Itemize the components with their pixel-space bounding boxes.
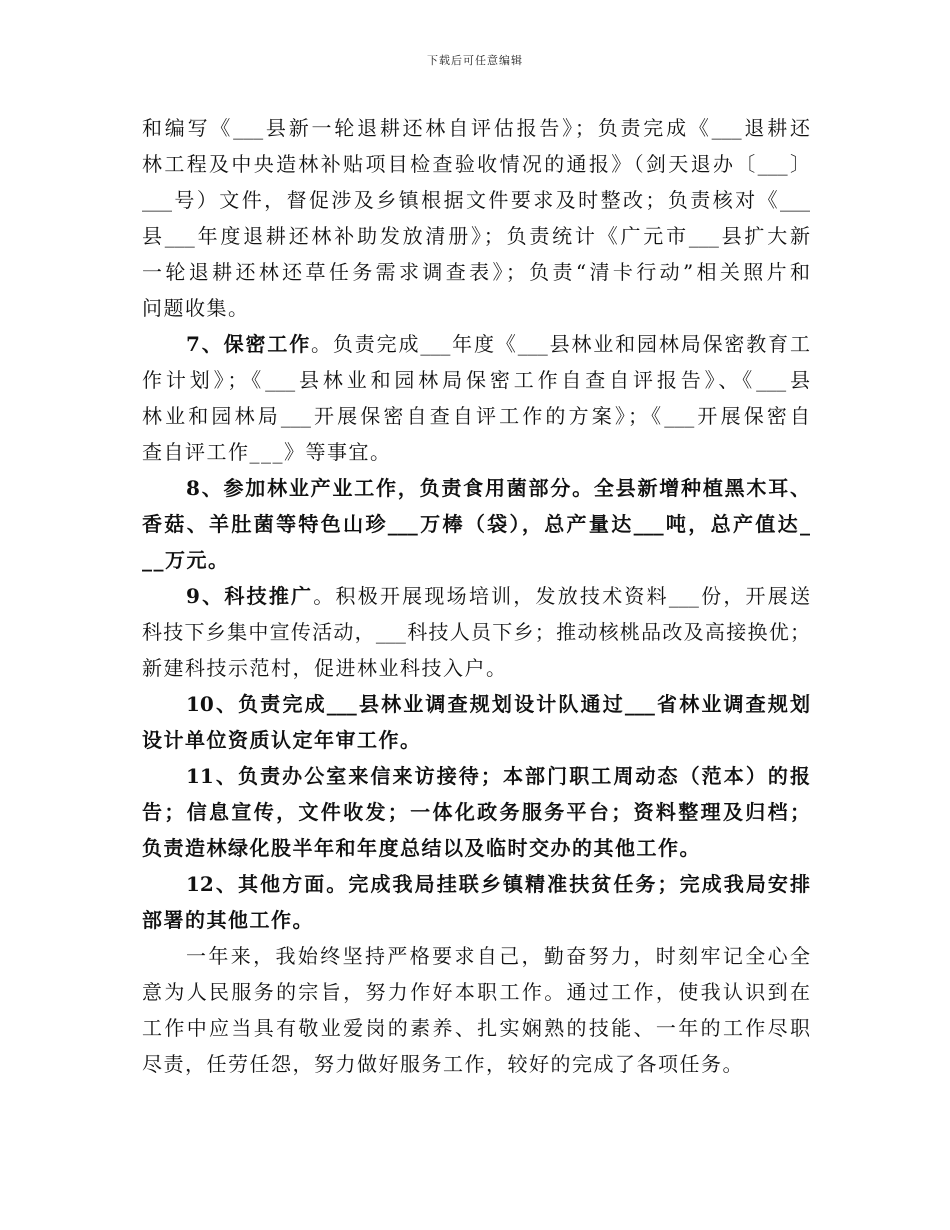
text-line: 意为人民服务的宗旨，努力作好本职工作。通过工作，使我认识到在 xyxy=(142,980,810,1004)
text-line: 查自评工作___》等事宜。 xyxy=(142,440,392,464)
text-line: 和编写《___县新一轮退耕还林自评估报告》；负责完成《___退耕还 xyxy=(142,116,810,140)
text-line: 林业和园林局___开展保密自查自评工作的方案》；《___开展保密自 xyxy=(142,404,810,428)
paragraph xyxy=(142,326,810,470)
text-line xyxy=(142,326,810,362)
text-line xyxy=(142,578,810,614)
text-line: __万元。 xyxy=(142,548,230,572)
text-line: 工作中应当具有敬业爱岗的素养、扎实娴熟的技能、一年的工作尽职 xyxy=(142,1016,810,1040)
paragraph xyxy=(142,866,810,938)
line-text: 。负责完成___年度《___县林业和园林局保密教育工 xyxy=(311,332,810,356)
text-line: ___号）文件，督促涉及乡镇根据文件要求及时整改；负责核对《___ xyxy=(142,188,810,212)
text-line: 新建科技示范村，促进林业科技入户。 xyxy=(142,656,508,680)
paragraph xyxy=(142,758,810,866)
text-line: 11、负责办公室来信来访接待；本部门职工周动态（范本）的报 xyxy=(186,764,810,788)
paragraph xyxy=(142,578,810,686)
text-line: 部署的其他工作。 xyxy=(142,908,314,932)
text-line: 科技下乡集中宣传活动，___科技人员下乡；推动核桃品改及高接换优； xyxy=(142,620,810,644)
document-body xyxy=(142,110,810,1082)
text-line: 8、参加林业产业工作，负责食用菌部分。全县新增种植黑木耳、 xyxy=(186,476,810,500)
text-line: 香菇、羊肚菌等特色山珍___万棒（袋），总产量达___吨，总产值达_ xyxy=(142,512,810,536)
text-line: 10、负责完成___县林业调查规划设计队通过___省林业调查规划 xyxy=(186,692,810,716)
text-line: 告；信息宣传，文件收发；一体化政务服务平台；资料整理及归档； xyxy=(142,800,810,824)
line-text: 。积极开展现场培训，发放技术资料___份，开展送 xyxy=(313,584,811,608)
text-line: 一年来，我始终坚持严格要求自己，勤奋努力，时刻牢记全心全 xyxy=(186,944,810,968)
text-line: 12、其他方面。完成我局挂联乡镇精准扶贫任务；完成我局安排 xyxy=(186,872,810,896)
page-header: 下载后可任意编辑 xyxy=(427,54,523,67)
paragraph xyxy=(142,938,810,1082)
paragraph xyxy=(142,686,810,758)
paragraph-lead: 7、保密工作 xyxy=(186,332,312,356)
text-line: 林工程及中央造林补贴项目检查验收情况的通报》（剑天退办〔___〕 xyxy=(142,152,810,176)
text-line: 负责造林绿化股半年和年度总结以及临时交办的其他工作。 xyxy=(142,836,701,860)
text-line: 尽责，任劳任怨，努力做好服务工作，较好的完成了各项任务。 xyxy=(142,1052,744,1076)
text-line: 设计单位资质认定年审工作。 xyxy=(142,728,422,752)
text-line: 问题收集。 xyxy=(142,296,250,320)
paragraph xyxy=(142,110,810,326)
paragraph-lead: 9、科技推广 xyxy=(186,584,314,608)
text-line: 作计划》；《___县林业和园林局保密工作自查自评报告》、《___县 xyxy=(142,368,810,392)
paragraph xyxy=(142,470,810,578)
text-line: 一轮退耕还林还草任务需求调查表》；负责“清卡行动”相关照片和 xyxy=(142,260,810,284)
text-line: 县___年度退耕还林补助发放清册》；负责统计《广元市___县扩大新 xyxy=(142,224,810,248)
